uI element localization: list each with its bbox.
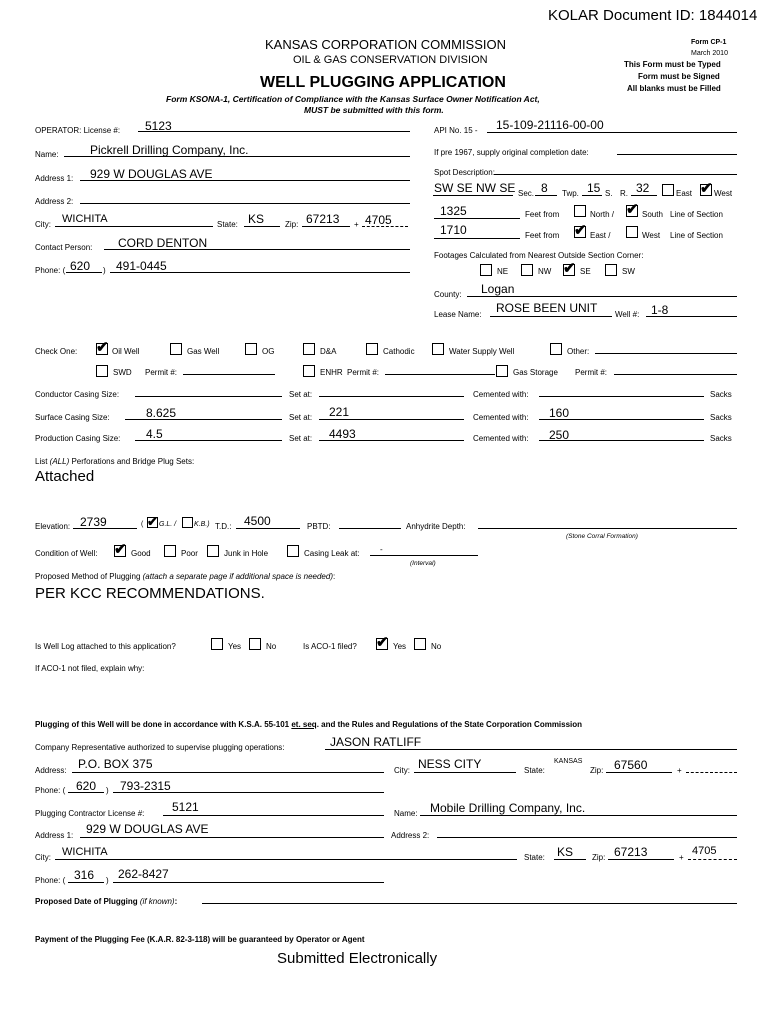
operator-state-line	[244, 226, 280, 227]
conductor-set-label: Set at:	[289, 390, 313, 399]
west-section-label: West	[642, 231, 661, 240]
swd-permit-label: Permit #:	[145, 368, 178, 377]
rep-city-label: City:	[394, 766, 410, 775]
rep-state-label: State:	[524, 766, 545, 775]
county-field[interactable]: Logan	[481, 282, 515, 296]
pre1967-line[interactable]	[617, 154, 737, 155]
operator-phone-area[interactable]: 620	[70, 259, 91, 273]
well-number-label: Well #:	[615, 310, 640, 319]
aco1-explain-label: If ACO-1 not filed, explain why:	[35, 664, 145, 673]
footages-label: Footages Calculated from Nearest Outside Section Corner:	[434, 251, 644, 260]
production-sacks-label: Sacks	[710, 434, 732, 443]
casing-leak-label: Casing Leak at:	[304, 549, 360, 558]
og-label: OG	[262, 347, 275, 356]
api-field[interactable]: 15-109-21116-00-00	[496, 118, 604, 132]
rep-zip-label: Zip:	[590, 766, 604, 775]
operator-zip-ext-field[interactable]: 4705	[365, 213, 392, 227]
swd-label: SWD	[113, 368, 132, 377]
anhydrite-label: Anhydrite Depth:	[406, 522, 466, 531]
td-field[interactable]: 4500	[244, 514, 271, 528]
ne-label: NE	[497, 267, 509, 276]
operator-name-field[interactable]: Pickrell Drilling Company, Inc.	[90, 143, 249, 157]
contractor-state-field[interactable]: KS	[557, 845, 574, 859]
east-section-check-icon: ✔	[574, 222, 587, 239]
contractor-address2-line[interactable]	[437, 837, 737, 838]
contractor-phone-number[interactable]: 262-8427	[118, 867, 169, 881]
operator-zip-label: Zip:	[285, 220, 299, 229]
other-label: Other:	[567, 347, 590, 356]
pre1967-label: If pre 1967, supply original completion date:	[434, 148, 589, 157]
nw-label: NW	[538, 267, 552, 276]
swd-checkbox[interactable]	[96, 365, 108, 377]
conductor-cemented-label: Cemented with:	[473, 390, 529, 399]
enhr-permit-label: Permit #:	[347, 368, 380, 377]
contractor-license-label: Plugging Contractor License #:	[35, 809, 145, 818]
rep-phone-label: Phone: (	[35, 786, 66, 795]
api-line	[487, 132, 737, 133]
lease-name-field[interactable]: ROSE BEEN UNIT	[496, 301, 598, 315]
contractor-zip-label: Zip:	[592, 853, 606, 862]
surface-set-label: Set at:	[289, 413, 313, 422]
spot-field[interactable]: SW SE NW SE	[434, 181, 516, 195]
well-log-question: Is Well Log attached to this application?	[35, 642, 176, 651]
conductor-sacks-label: Sacks	[710, 390, 732, 399]
twp-label: Twp.	[562, 189, 579, 198]
r-label: R.	[620, 189, 628, 198]
good-label: Good	[131, 549, 151, 558]
form-number: Form CP-1	[691, 39, 727, 46]
s-label: S.	[605, 189, 613, 198]
aco1-no-label: No	[431, 642, 442, 651]
form-date: March 2010	[691, 50, 728, 57]
production-set-field[interactable]: 4493	[329, 427, 356, 441]
sec-field[interactable]: 8	[541, 181, 548, 195]
form-title: WELL PLUGGING APPLICATION	[260, 74, 506, 91]
feet-from-label-1: Feet from	[525, 210, 560, 219]
conductor-cemented-line[interactable]	[539, 396, 704, 397]
lease-name-label: Lease Name:	[434, 310, 482, 319]
aco1-question: Is ACO-1 filed?	[303, 642, 357, 651]
rep-address-label: Address:	[35, 766, 67, 775]
operator-phone-number[interactable]: 491-0445	[116, 259, 167, 273]
elevation-field[interactable]: 2739	[80, 515, 107, 529]
lease-name-line	[490, 316, 612, 317]
west-section-checkbox[interactable]	[626, 226, 638, 238]
north-checkbox[interactable]	[574, 205, 586, 217]
pbtd-line[interactable]	[339, 528, 401, 529]
sec-label: Sec.	[518, 189, 535, 198]
casing-leak-checkbox[interactable]	[287, 545, 299, 557]
contractor-license-field[interactable]: 5121	[172, 800, 199, 814]
submitted-electronically: Submitted Electronically	[277, 950, 438, 967]
og-checkbox[interactable]	[245, 343, 257, 355]
form-subtitle-2: MUST be submitted with this form.	[304, 105, 444, 115]
enhr-permit-line[interactable]	[385, 374, 495, 375]
form-subtitle-1: Form KSONA-1, Certification of Compliance with the Kansas Surface Owner Notification Act,	[166, 94, 540, 104]
se-label: SE	[580, 267, 591, 276]
payment-statement: Payment of the Plugging Fee (K.A.R. 82-3-118) will be guaranteed by Operator or Agent	[35, 935, 365, 944]
footage-ns-field[interactable]: 1325	[440, 204, 467, 218]
contractor-phone-area[interactable]: 316	[74, 868, 95, 882]
operator-state-field[interactable]: KS	[248, 212, 265, 226]
operator-address2-label: Address 2:	[35, 197, 74, 206]
surface-set-field[interactable]: 221	[329, 405, 350, 419]
feet-from-label-2: Feet from	[525, 231, 560, 240]
well-log-yes-checkbox[interactable]	[211, 638, 223, 650]
operator-name-label: Name:	[35, 150, 59, 159]
operator-state-label: State:	[217, 220, 238, 229]
footage-ew-field[interactable]: 1710	[440, 223, 467, 237]
contact-person-label: Contact Person:	[35, 243, 93, 252]
well-log-yes-label: Yes	[228, 642, 242, 651]
junk-label: Junk in Hole	[224, 549, 269, 558]
rep-city-field[interactable]: NESS CITY	[418, 757, 482, 771]
operator-address1-field[interactable]: 929 W DOUGLAS AVE	[90, 167, 213, 181]
api-label: API No. 15 -	[434, 126, 478, 135]
proposed-date-line[interactable]	[202, 903, 737, 904]
poor-label: Poor	[181, 549, 198, 558]
oil-well-check-icon: ✔	[96, 339, 109, 356]
anhydrite-line[interactable]	[478, 528, 737, 529]
surface-casing-label: Surface Casing Size:	[35, 413, 110, 422]
enhr-label: ENHR	[320, 368, 343, 377]
rep-zip-field[interactable]: 67560	[614, 758, 648, 772]
gas-well-checkbox[interactable]	[170, 343, 182, 355]
perforations-label: List (ALL) Perforations and Bridge Plug Sets:	[35, 457, 195, 466]
production-casing-label: Production Casing Size:	[35, 434, 121, 443]
poor-checkbox[interactable]	[164, 545, 176, 557]
rep-state-field[interactable]: KANSAS	[554, 758, 583, 765]
company-rep-field[interactable]: JASON RATLIFF	[330, 735, 422, 749]
production-casing-field[interactable]: 4.5	[146, 427, 163, 441]
contractor-city-label: City:	[35, 853, 51, 862]
well-number-field[interactable]: 1-8	[651, 303, 669, 317]
aco1-yes-check-icon: ✔	[376, 634, 389, 651]
check-one-label: Check One:	[35, 347, 78, 356]
td-label: T.D.:	[215, 522, 232, 531]
contractor-city-field[interactable]: WICHITA	[62, 846, 108, 858]
good-check-icon: ✔	[114, 541, 127, 558]
agency-name: KANSAS CORPORATION COMMISSION	[265, 37, 507, 52]
spot-line	[494, 174, 737, 175]
conductor-set-line[interactable]	[319, 396, 464, 397]
operator-license-line	[138, 131, 410, 132]
contractor-zip-ext-field[interactable]: 4705	[692, 845, 717, 857]
gas-storage-permit-label: Permit #:	[575, 368, 608, 377]
surface-cemented-field[interactable]: 160	[549, 406, 570, 420]
ne-checkbox[interactable]	[480, 264, 492, 276]
signed-note: Form must be Signed	[638, 72, 720, 81]
surface-casing-field[interactable]: 8.625	[146, 406, 177, 420]
cathodic-checkbox[interactable]	[366, 343, 378, 355]
production-cemented-label: Cemented with:	[473, 434, 529, 443]
elevation-label: Elevation:	[35, 522, 71, 531]
pbtd-label: PBTD:	[307, 522, 331, 531]
rep-address-field[interactable]: P.O. BOX 375	[78, 757, 153, 771]
gas-storage-label: Gas Storage	[513, 368, 558, 377]
rep-phone-number[interactable]: 793-2315	[120, 779, 171, 793]
kb-label: K.B.)	[194, 521, 210, 528]
operator-phone-label: Phone: (	[35, 266, 66, 275]
operator-license-field[interactable]: 5123	[145, 119, 172, 133]
rep-phone-area[interactable]: 620	[76, 779, 97, 793]
county-label: County:	[434, 290, 462, 299]
perforations-field[interactable]: Attached	[35, 468, 95, 485]
aco1-yes-label: Yes	[393, 642, 407, 651]
contractor-name-label: Name:	[394, 809, 418, 818]
water-supply-checkbox[interactable]	[432, 343, 444, 355]
contractor-name-field[interactable]: Mobile Drilling Company, Inc.	[430, 801, 586, 815]
gl-check-icon: ✔	[147, 514, 158, 529]
north-label: North /	[590, 210, 615, 219]
water-supply-label: Water Supply Well	[449, 347, 515, 356]
sw-label: SW	[622, 267, 635, 276]
south-label: South	[642, 210, 663, 219]
oil-well-label: Oil Well	[112, 347, 140, 356]
contractor-address2-label: Address 2:	[391, 831, 430, 840]
junk-checkbox[interactable]	[207, 545, 219, 557]
conductor-casing-label: Conductor Casing Size:	[35, 390, 120, 399]
typed-note: This Form must be Typed	[624, 60, 721, 69]
interval-note: (Interval)	[410, 560, 436, 567]
east-label: East	[676, 189, 693, 198]
method-label: Proposed Method of Plugging (attach a separate page if additional space is needed):	[35, 572, 336, 581]
r-field[interactable]: 32	[636, 181, 650, 195]
aco1-no-checkbox[interactable]	[414, 638, 426, 650]
production-cemented-field[interactable]: 250	[549, 428, 570, 442]
line-of-section-label-2: Line of Section	[670, 231, 723, 240]
cathodic-label: Cathodic	[383, 347, 415, 356]
east-section-label: East /	[590, 231, 611, 240]
rep-zip-ext-line[interactable]	[686, 772, 737, 773]
surface-cemented-label: Cemented with:	[473, 413, 529, 422]
operator-address2-line[interactable]	[80, 203, 410, 204]
division-name: OIL & GAS CONSERVATION DIVISION	[293, 54, 488, 66]
other-checkbox[interactable]	[550, 343, 562, 355]
operator-zip-field[interactable]: 67213	[306, 212, 340, 226]
gas-well-label: Gas Well	[187, 347, 220, 356]
gas-storage-permit-line[interactable]	[614, 374, 737, 375]
twp-field[interactable]: 15	[587, 181, 601, 195]
production-set-label: Set at:	[289, 434, 313, 443]
blanks-note: All blanks must be Filled	[627, 84, 721, 93]
contractor-address1-label: Address 1:	[35, 831, 74, 840]
operator-zip-line	[302, 226, 350, 227]
well-log-no-label: No	[266, 642, 277, 651]
south-check-icon: ✔	[626, 201, 639, 218]
county-line	[467, 296, 737, 297]
se-check-icon: ✔	[563, 260, 576, 277]
operator-license-label: OPERATOR: License #:	[35, 126, 121, 135]
sw-checkbox[interactable]	[605, 264, 617, 276]
conductor-casing-line[interactable]	[135, 396, 282, 397]
swd-permit-line[interactable]	[183, 374, 275, 375]
spot-label: Spot Description:	[434, 168, 495, 177]
nw-checkbox[interactable]	[521, 264, 533, 276]
surface-sacks-label: Sacks	[710, 413, 732, 422]
contractor-state-label: State:	[524, 853, 545, 862]
stone-corral-note: (Stone Corral Formation)	[566, 533, 638, 540]
proposed-date-label: Proposed Date of Plugging (if known):	[35, 897, 178, 906]
da-checkbox[interactable]	[303, 343, 315, 355]
east-checkbox[interactable]	[662, 184, 674, 196]
operator-city-field[interactable]: WICHITA	[62, 213, 108, 225]
gl-label: G.L. /	[159, 521, 177, 528]
contractor-address1-field[interactable]: 929 W DOUGLAS AVE	[86, 822, 209, 836]
enhr-checkbox[interactable]	[303, 365, 315, 377]
west-label: West	[714, 189, 733, 198]
kb-checkbox[interactable]	[182, 517, 193, 528]
contractor-phone-label: Phone: (	[35, 876, 66, 885]
west-check-icon: ✔	[700, 180, 713, 197]
operator-city-label: City:	[35, 220, 51, 229]
kolar-doc-id: KOLAR Document ID: 1844014	[548, 7, 758, 24]
gas-storage-checkbox[interactable]	[496, 365, 508, 377]
operator-city-line	[55, 226, 213, 227]
plugging-statement: Plugging of this Well will be done in accordance with K.S.A. 55-101 et. seq. and the Rules and Regulations of the State Corporation Commission	[35, 720, 583, 729]
contractor-zip-field[interactable]: 67213	[614, 845, 648, 859]
method-field[interactable]: PER KCC RECOMMENDATIONS.	[35, 585, 265, 602]
condition-label: Condition of Well:	[35, 549, 98, 558]
da-label: D&A	[320, 347, 337, 356]
other-line[interactable]	[595, 353, 737, 354]
casing-leak-field[interactable]: -	[380, 545, 383, 554]
operator-address1-label: Address 1:	[35, 174, 74, 183]
well-log-no-checkbox[interactable]	[249, 638, 261, 650]
company-rep-label: Company Representative authorized to supervise plugging operations:	[35, 743, 285, 752]
line-of-section-label-1: Line of Section	[670, 210, 723, 219]
contact-person-field[interactable]: CORD DENTON	[118, 236, 208, 250]
